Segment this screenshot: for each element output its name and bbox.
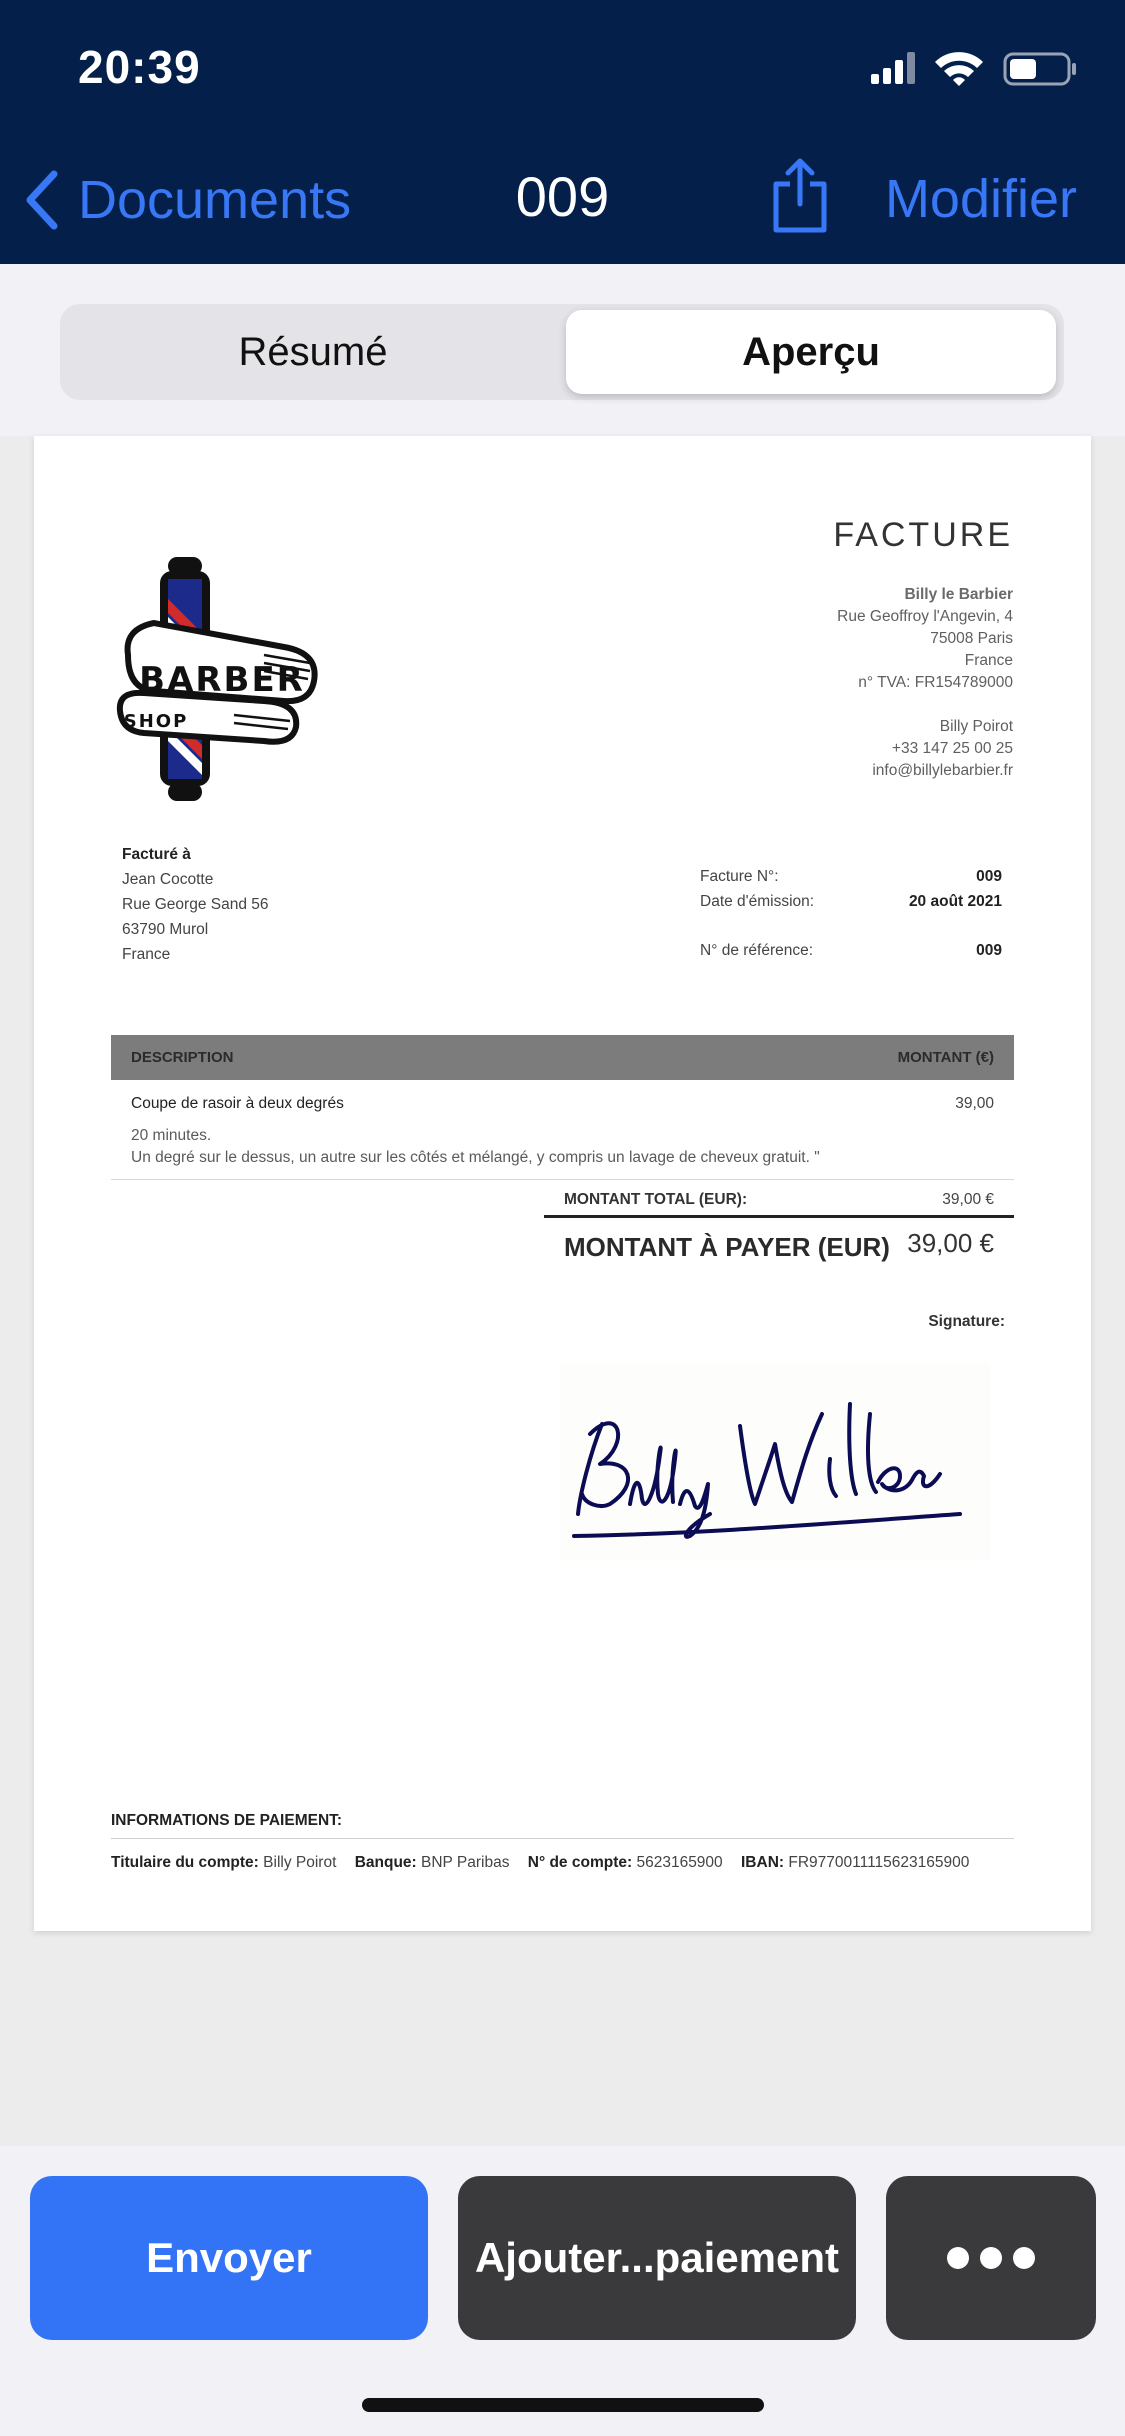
wifi-icon (935, 52, 983, 86)
navigation-header (0, 0, 1125, 264)
ellipsis-icon (946, 2246, 1036, 2270)
account-holder (111, 1854, 336, 1871)
billed-to (122, 842, 269, 967)
client-country: France (122, 946, 171, 963)
amount-due-row (544, 1218, 1014, 1268)
invoice-ref: 009 (976, 942, 1002, 959)
status-time: 20:39 (78, 41, 201, 93)
billed-to-label: Facturé à (122, 846, 191, 863)
item-amount: 39,00 (955, 1095, 994, 1112)
bottom-action-bar (0, 2146, 1125, 2436)
total-label: MONTANT TOTAL (EUR): (564, 1191, 748, 1208)
client-address1: Rue George Sand 56 (122, 896, 269, 913)
back-label: Documents (78, 170, 352, 230)
invoice-preview[interactable] (34, 436, 1091, 1931)
bank-value: BNP Paribas (421, 1854, 510, 1871)
table-row (111, 1080, 1014, 1180)
total-row (544, 1180, 1014, 1218)
invoice-number-row (700, 868, 1002, 893)
edit-button[interactable]: Modifier (884, 169, 1077, 229)
col-description: DESCRIPTION (131, 1049, 234, 1066)
signature-label: Signature: (928, 1313, 1005, 1330)
invoice-title: FACTURE (833, 516, 1013, 554)
invoice-number-label: Facture N°: (700, 868, 779, 885)
page-title: 009 (515, 165, 610, 228)
item-description-line2: Un degré sur le dessus, un autre sur les côtés et mélangé, y compris un lavage de cheveux gratuit. " (131, 1149, 820, 1166)
seller-info (837, 584, 1013, 782)
share-icon[interactable] (770, 156, 830, 236)
seller-name: Billy le Barbier (904, 586, 1013, 603)
account-number-value: 5623165900 (636, 1854, 723, 1871)
totals (544, 1180, 1014, 1268)
amount-due-value: 39,00 € (907, 1228, 994, 1258)
tab-resume[interactable]: Résumé (238, 329, 388, 374)
items-table-header (111, 1035, 1014, 1080)
back-button[interactable] (24, 160, 351, 240)
account-number-label: N° de compte: (527, 1854, 633, 1871)
more-button[interactable] (886, 2176, 1096, 2340)
bank (355, 1854, 510, 1871)
client-address2: 63790 Murol (122, 921, 209, 938)
send-button[interactable]: Envoyer (30, 2176, 428, 2340)
iban (741, 1854, 969, 1871)
invoice-ref-label: N° de référence: (700, 942, 814, 959)
invoice-meta (700, 868, 1002, 967)
account-holder-value: Billy Poirot (263, 1854, 337, 1871)
seller-vat: n° TVA: FR154789000 (858, 674, 1013, 691)
invoice-number: 009 (976, 868, 1002, 885)
invoice-date: 20 août 2021 (908, 893, 1002, 910)
logo-barber-text: BARBER (139, 660, 305, 700)
payment-info-title: INFORMATIONS DE PAIEMENT: (111, 1812, 343, 1829)
seller-address1: Rue Geoffroy l'Angevin, 4 (837, 608, 1013, 625)
item-name: Coupe de rasoir à deux degrés (131, 1095, 344, 1112)
cellular-signal-icon (871, 52, 915, 84)
seller-address2: 75008 Paris (930, 630, 1013, 647)
segmented-control (60, 304, 1064, 400)
home-indicator[interactable] (362, 2398, 764, 2412)
account-number (528, 1854, 723, 1871)
seller-email: info@billylebarbier.fr (872, 762, 1013, 779)
signature-image (560, 1364, 990, 1560)
invoice-date-row (700, 893, 1002, 918)
battery-icon (1005, 54, 1076, 84)
seller-contact: Billy Poirot (939, 718, 1013, 735)
add-payment-button[interactable]: Ajouter...paiement (458, 2176, 856, 2340)
col-amount: MONTANT (€) (897, 1049, 994, 1066)
tab-apercu[interactable]: Aperçu (566, 310, 1056, 394)
logo-shop-text: SHOP (123, 711, 189, 732)
chevron-left-icon (24, 170, 60, 230)
status-icons (871, 50, 1081, 86)
seller-country: France (964, 652, 1013, 669)
bank-label: Banque: (354, 1854, 417, 1871)
invoice-date-label: Date d'émission: (700, 893, 815, 910)
seller-phone: +33 147 25 00 25 (891, 740, 1013, 757)
account-holder-label: Titulaire du compte: (111, 1854, 259, 1871)
item-description-line1: 20 minutes. (131, 1127, 212, 1144)
segment-area (0, 264, 1125, 436)
payment-divider (111, 1838, 1014, 1839)
iban-label: IBAN: (741, 1854, 785, 1871)
iban-value: FR9770011115623165900 (788, 1854, 970, 1871)
client-name: Jean Cocotte (122, 871, 214, 888)
amount-due-label: MONTANT À PAYER (EUR) (564, 1232, 890, 1262)
payment-info (111, 1854, 983, 1872)
total-value: 39,00 € (942, 1191, 994, 1208)
invoice-ref-row (700, 942, 1002, 967)
barber-shop-logo (114, 551, 324, 806)
